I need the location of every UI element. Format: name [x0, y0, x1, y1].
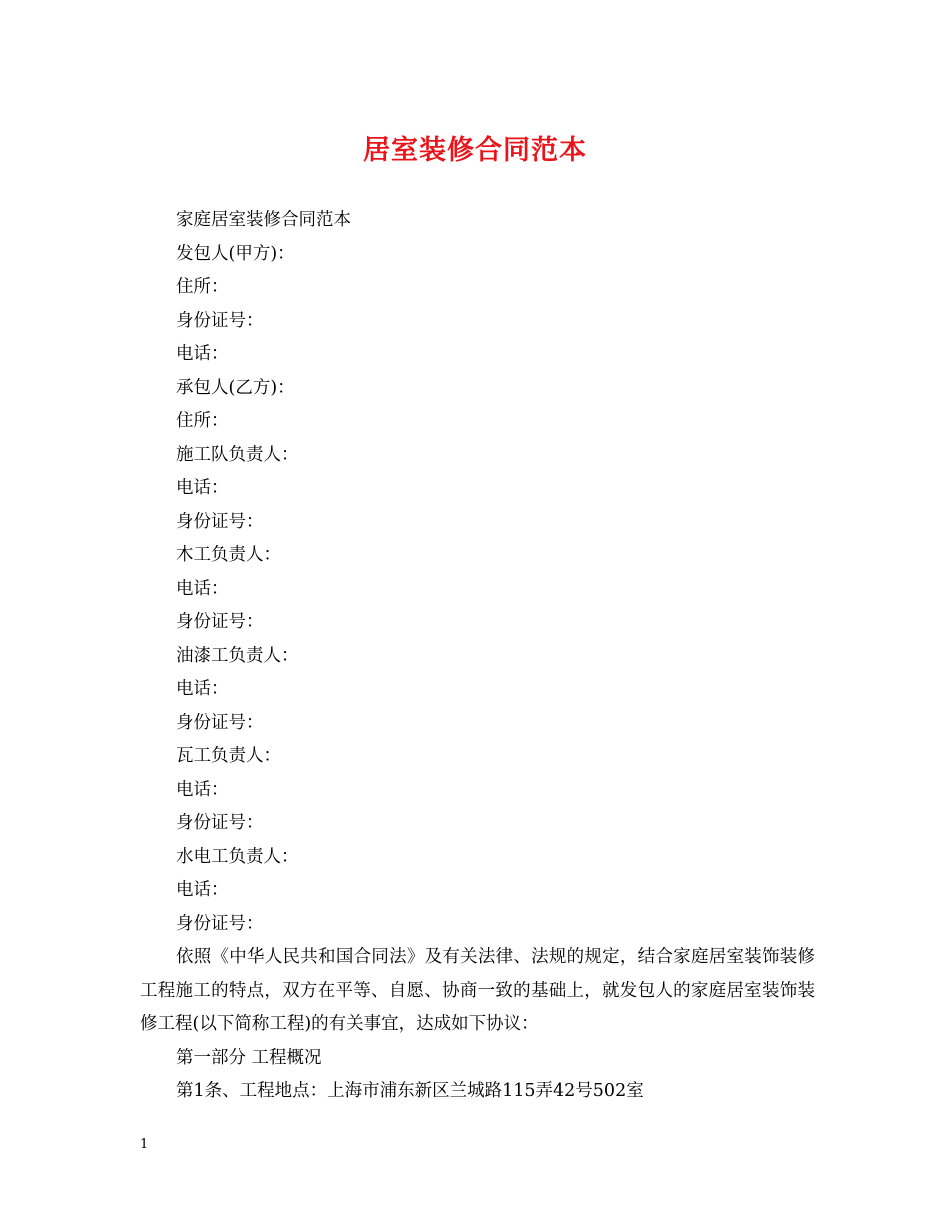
line-plumbing-electrical-lead-phone: 电话： [176, 880, 229, 900]
line-carpentry-lead-phone: 电话： [176, 578, 229, 599]
line-construction-lead: 施工队负责人： [176, 444, 299, 465]
line-painting-lead: 油漆工负责人： [176, 645, 299, 666]
document-title: 居室装修合同范本 [363, 135, 587, 166]
agreement-paragraph: 依照《中华人民共和国合同法》及有关法律、法规的规定，结合家庭居室装饰装修工程施工的特点，双方在平等、自愿、协商一致的基础上，就发包人的家庭居室装饰装修工程(以下简称工程)的有关事宜，达成如下协议： [140, 947, 815, 1034]
line-painting-lead-id: 身份证号： [176, 712, 264, 733]
line-party-b-address: 住所： [176, 411, 229, 431]
line-tiling-lead-id: 身份证号： [176, 813, 264, 833]
line-construction-lead-id: 身份证号： [176, 511, 264, 532]
line-plumbing-electrical-lead-id: 身份证号： [176, 913, 264, 934]
line-tiling-lead: 瓦工负责人： [176, 746, 281, 766]
line-construction-lead-phone: 电话： [176, 478, 229, 498]
line-party-a: 发包人(甲方)： [176, 243, 295, 264]
line-tiling-lead-phone: 电话： [176, 779, 229, 800]
line-carpentry-lead: 木工负责人： [176, 545, 281, 565]
document-body [140, 204, 815, 1109]
article-1: 第1条、工程地点：上海市浦东新区兰城路115弄42号502室 [176, 1081, 644, 1101]
line-contract-subtitle: 家庭居室装修合同范本 [176, 210, 351, 230]
line-party-a-address: 住所： [176, 277, 229, 297]
line-party-b: 承包人(乙方)： [176, 377, 295, 398]
line-party-a-id: 身份证号： [176, 310, 264, 331]
line-party-a-phone: 电话： [176, 344, 229, 364]
line-painting-lead-phone: 电话： [176, 679, 229, 699]
section-heading: 第一部分 工程概况 [176, 1047, 322, 1068]
line-carpentry-lead-id: 身份证号： [176, 612, 264, 632]
page-number: 1 [140, 1137, 149, 1152]
line-plumbing-electrical-lead: 水电工负责人： [176, 846, 299, 867]
